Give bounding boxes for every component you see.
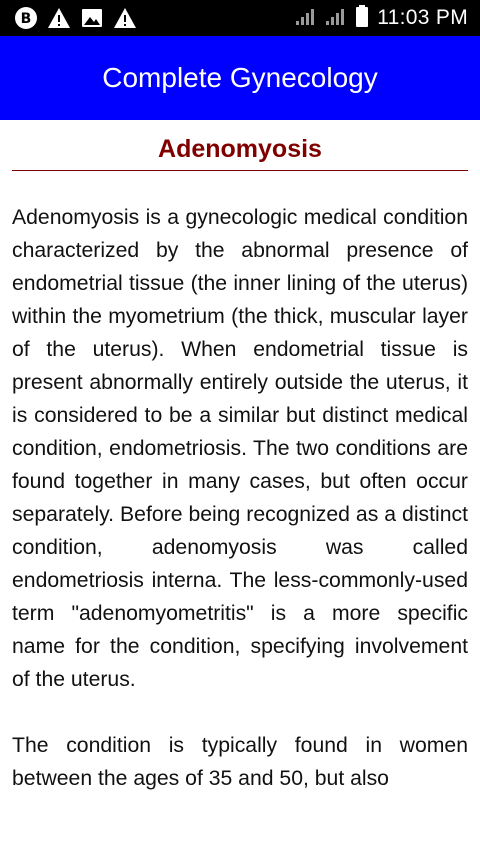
warning-icon bbox=[47, 6, 71, 30]
status-bar bbox=[0, 0, 480, 36]
app-bar bbox=[0, 36, 480, 120]
system-icons bbox=[295, 6, 468, 30]
bitcoin-icon bbox=[14, 6, 38, 30]
heading-divider bbox=[12, 170, 468, 171]
app-title: Complete Gynecology bbox=[102, 62, 378, 93]
signal-icon bbox=[295, 6, 317, 31]
image-icon bbox=[80, 6, 104, 30]
clock: 11:03 PM bbox=[377, 6, 468, 29]
signal-icon bbox=[325, 6, 347, 31]
article-content[interactable] bbox=[12, 120, 468, 795]
article-heading: Adenomyosis bbox=[158, 135, 322, 163]
article-paragraph: The condition is typically found in women between the ages of 35 and 50, but also bbox=[12, 734, 468, 790]
svg-text:B: B bbox=[20, 11, 32, 27]
notification-icons bbox=[14, 6, 137, 30]
battery-icon bbox=[355, 5, 369, 32]
article-paragraph: Adenomyosis is a gynecologic medical condition characterized by the abnormal presence of endometrial tissue (the inner lining of the uterus) within the myometrium (the thick, muscular layer of the uterus). When endometrial tissue is present abnormally entirely outside the uterus, it is considered to be a similar but distinct medical condition, endometriosis. The two conditions are found together in many cases, but often occur separately. Before being recognized as a distinct condition, adenomyosis was called endometriosis interna. The less-commonly-used term "adenomyometritis" is a more specific name for the condition, specifying involvement of the uterus. bbox=[12, 206, 468, 691]
warning-icon bbox=[113, 6, 137, 30]
